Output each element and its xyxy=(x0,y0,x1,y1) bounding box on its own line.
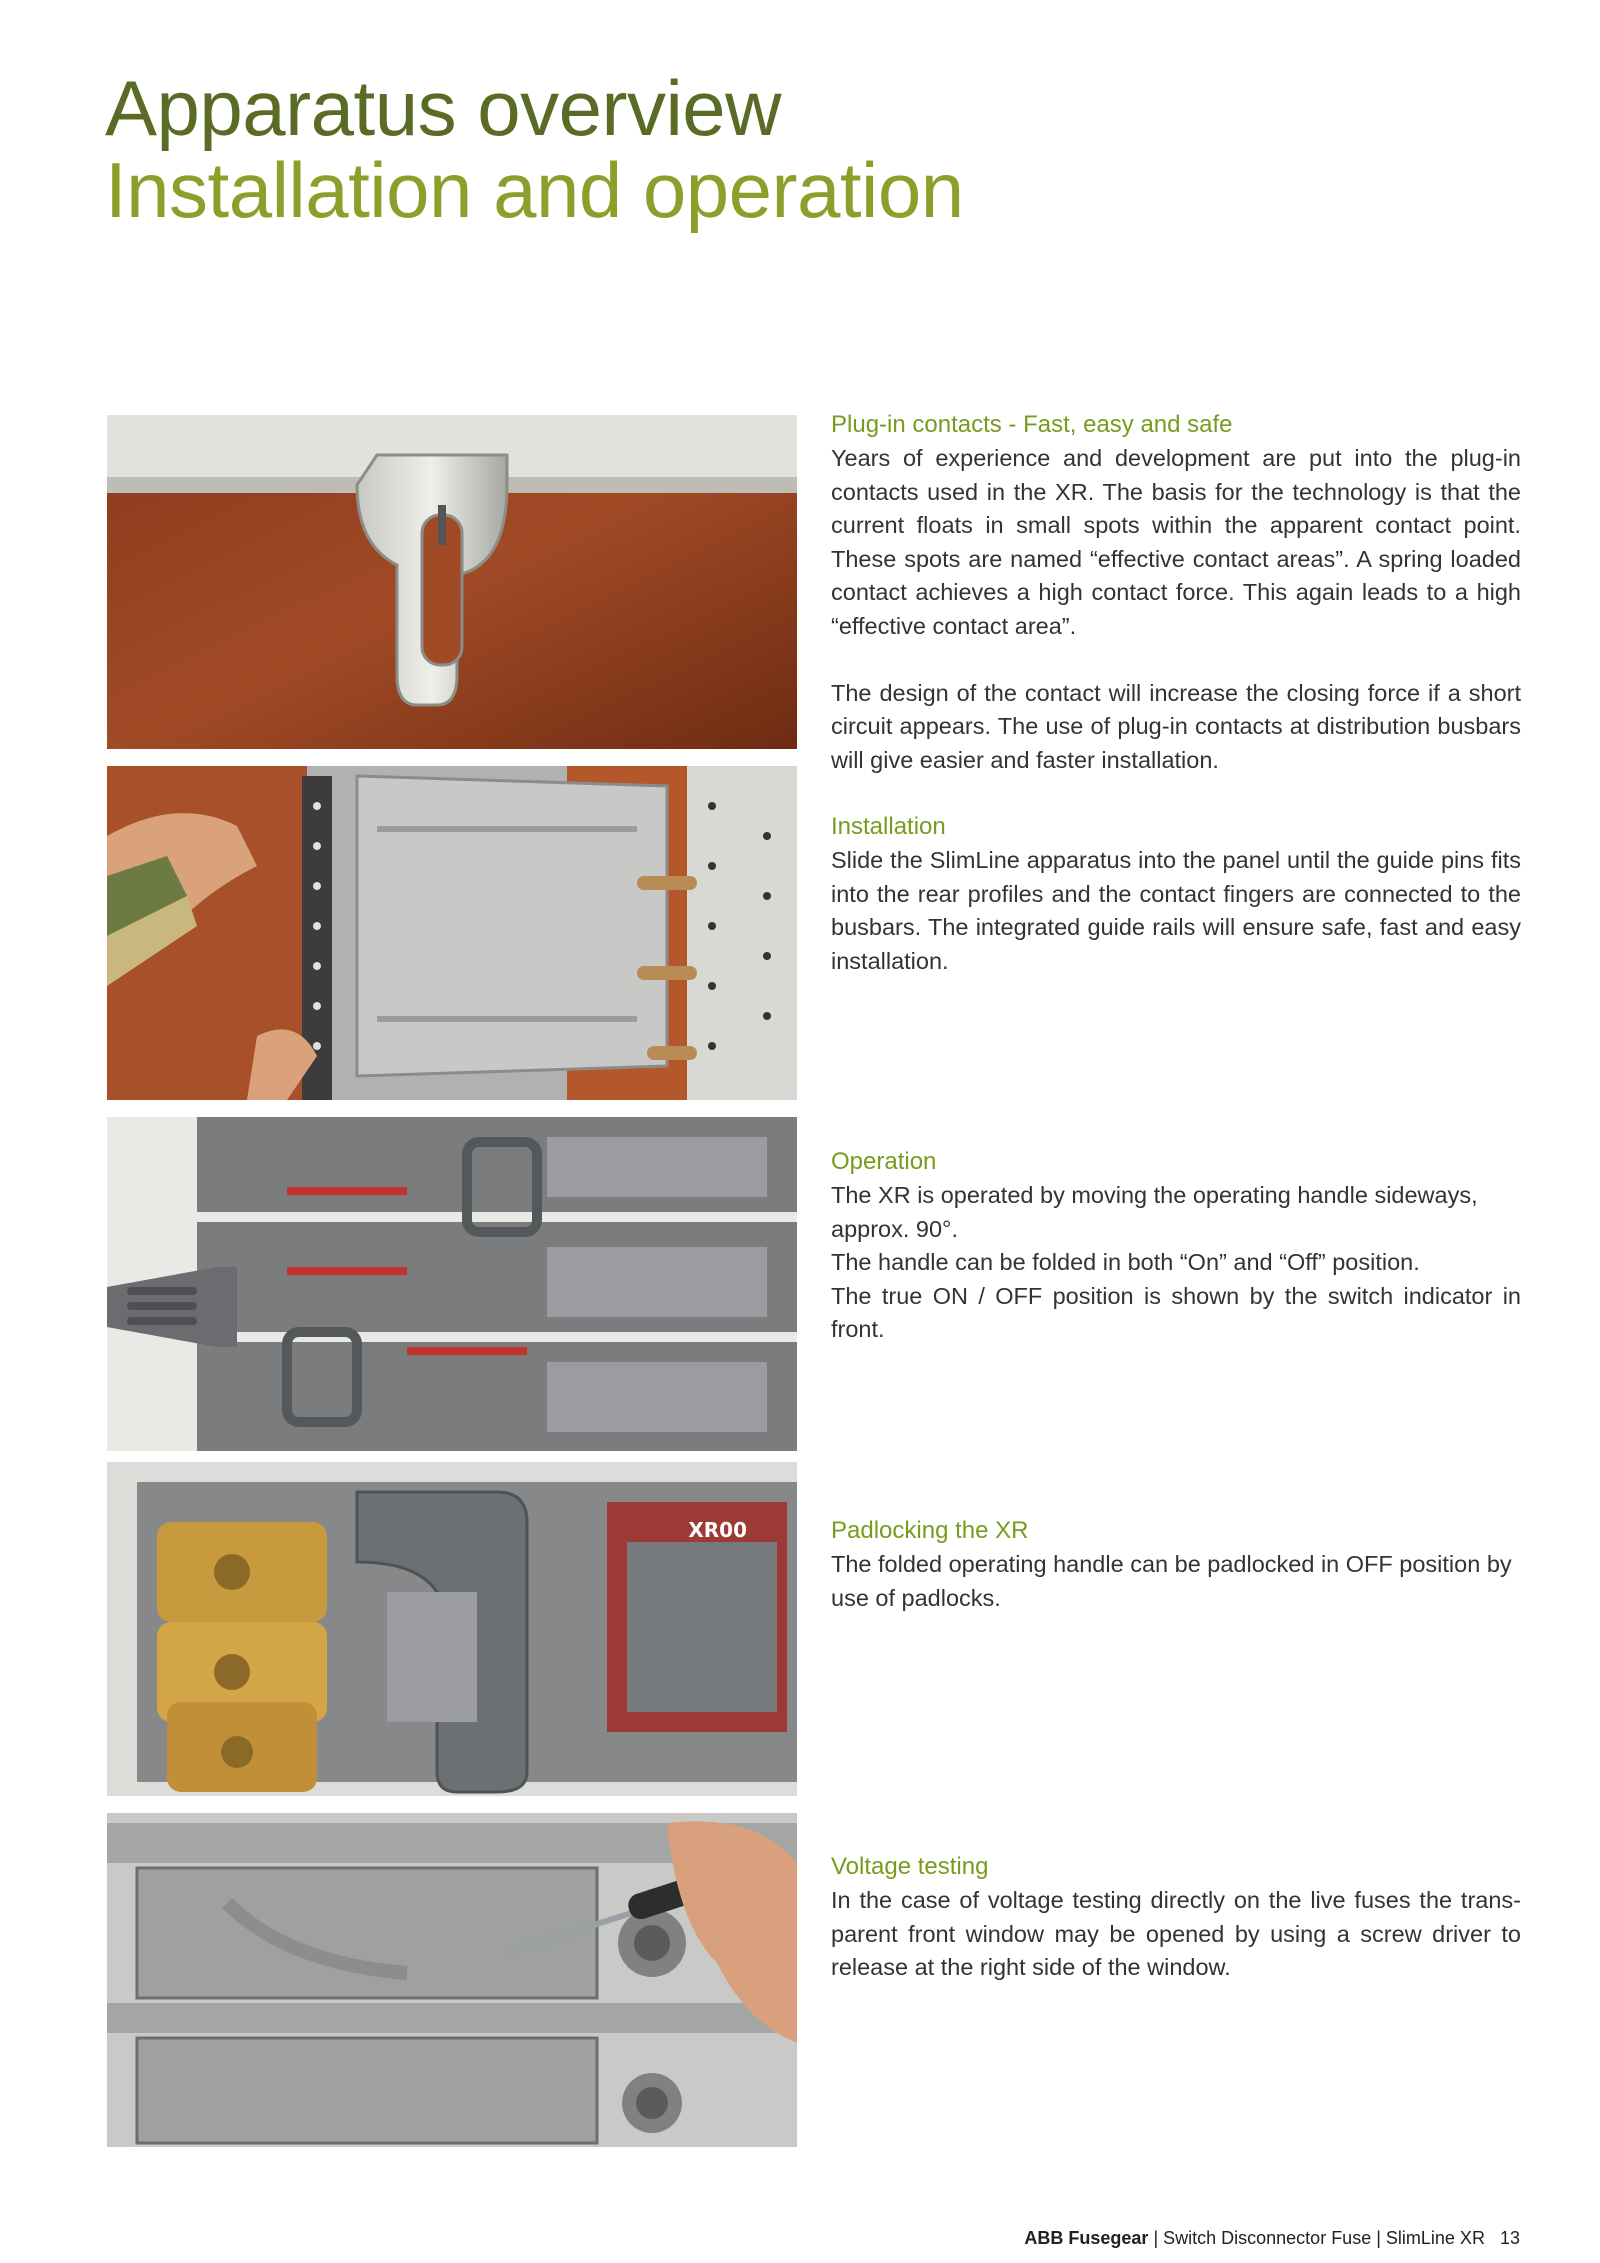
section-operation xyxy=(831,1145,1521,1347)
footer-separator: | xyxy=(1371,2228,1386,2248)
section-heading: Plug-in contacts - Fast, easy and safe xyxy=(831,411,1233,438)
page-subtitle: Installation and operation xyxy=(105,146,964,234)
section-paragraph: The design of the contact will increase the closing force if a short circuit appears. The use of plug-in contacts at distribution busbars will give easier and faster installation. xyxy=(831,679,1521,773)
footer-separator: | xyxy=(1148,2228,1164,2248)
device-model-label: XR00 xyxy=(688,1518,747,1542)
section-paragraph: Years of experience and development are put into the plug-in contacts used in the XR. The basis for the technology is that the current floats in small spots within the apparent contact point. These spots are named “effective contact areas”. A spring loaded contact achieves a high contact force. This again leads to a high “effective contact area”. xyxy=(831,445,1521,639)
screwdriver-photo xyxy=(107,1813,797,2147)
section-padlocking xyxy=(831,1514,1521,1615)
page-title: Apparatus overview xyxy=(105,64,782,152)
padlocks-photo xyxy=(107,1462,797,1796)
section-line: The XR is operated by moving the operating handle sideways, approx. 90°. xyxy=(831,1182,1478,1242)
section-plug-in-contacts xyxy=(831,408,1521,777)
page-footer xyxy=(1024,2228,1520,2249)
plug-in-contact-photo xyxy=(107,415,797,749)
page-number: 13 xyxy=(1499,2228,1520,2248)
section-heading: Padlocking the XR xyxy=(831,1517,1029,1544)
section-heading: Voltage testing xyxy=(831,1853,989,1880)
operating-handle-photo xyxy=(107,1117,797,1451)
section-installation xyxy=(831,810,1521,978)
section-paragraph: In the case of voltage testing directly on the live fuses the trans-parent front window may be opened by using a screw driver to release at the right side of the window. xyxy=(831,1887,1521,1980)
section-heading: Operation xyxy=(831,1148,937,1175)
section-line: The handle can be folded in both “On” and “Off” position. xyxy=(831,1249,1420,1275)
footer-doc-title: Switch Disconnector Fuse xyxy=(1163,2228,1372,2248)
footer-product: SlimLine XR xyxy=(1385,2228,1485,2248)
section-paragraph: Slide the SlimLine apparatus into the panel until the guide pins fits into the rear profiles and the contact fingers are connected to the busbars. The integrated guide rails will ensure safe, fast and easy installation. xyxy=(831,847,1521,974)
section-line: The true ON / OFF position is shown by the switch indicator in front. xyxy=(831,1282,1521,1342)
installation-photo xyxy=(107,766,797,1100)
footer-brand: ABB Fusegear xyxy=(1024,2228,1149,2248)
section-heading: Installation xyxy=(831,813,946,840)
section-paragraph: The folded operating handle can be padlocked in OFF position by use of padlocks. xyxy=(831,1551,1512,1611)
section-voltage-testing xyxy=(831,1850,1521,1985)
